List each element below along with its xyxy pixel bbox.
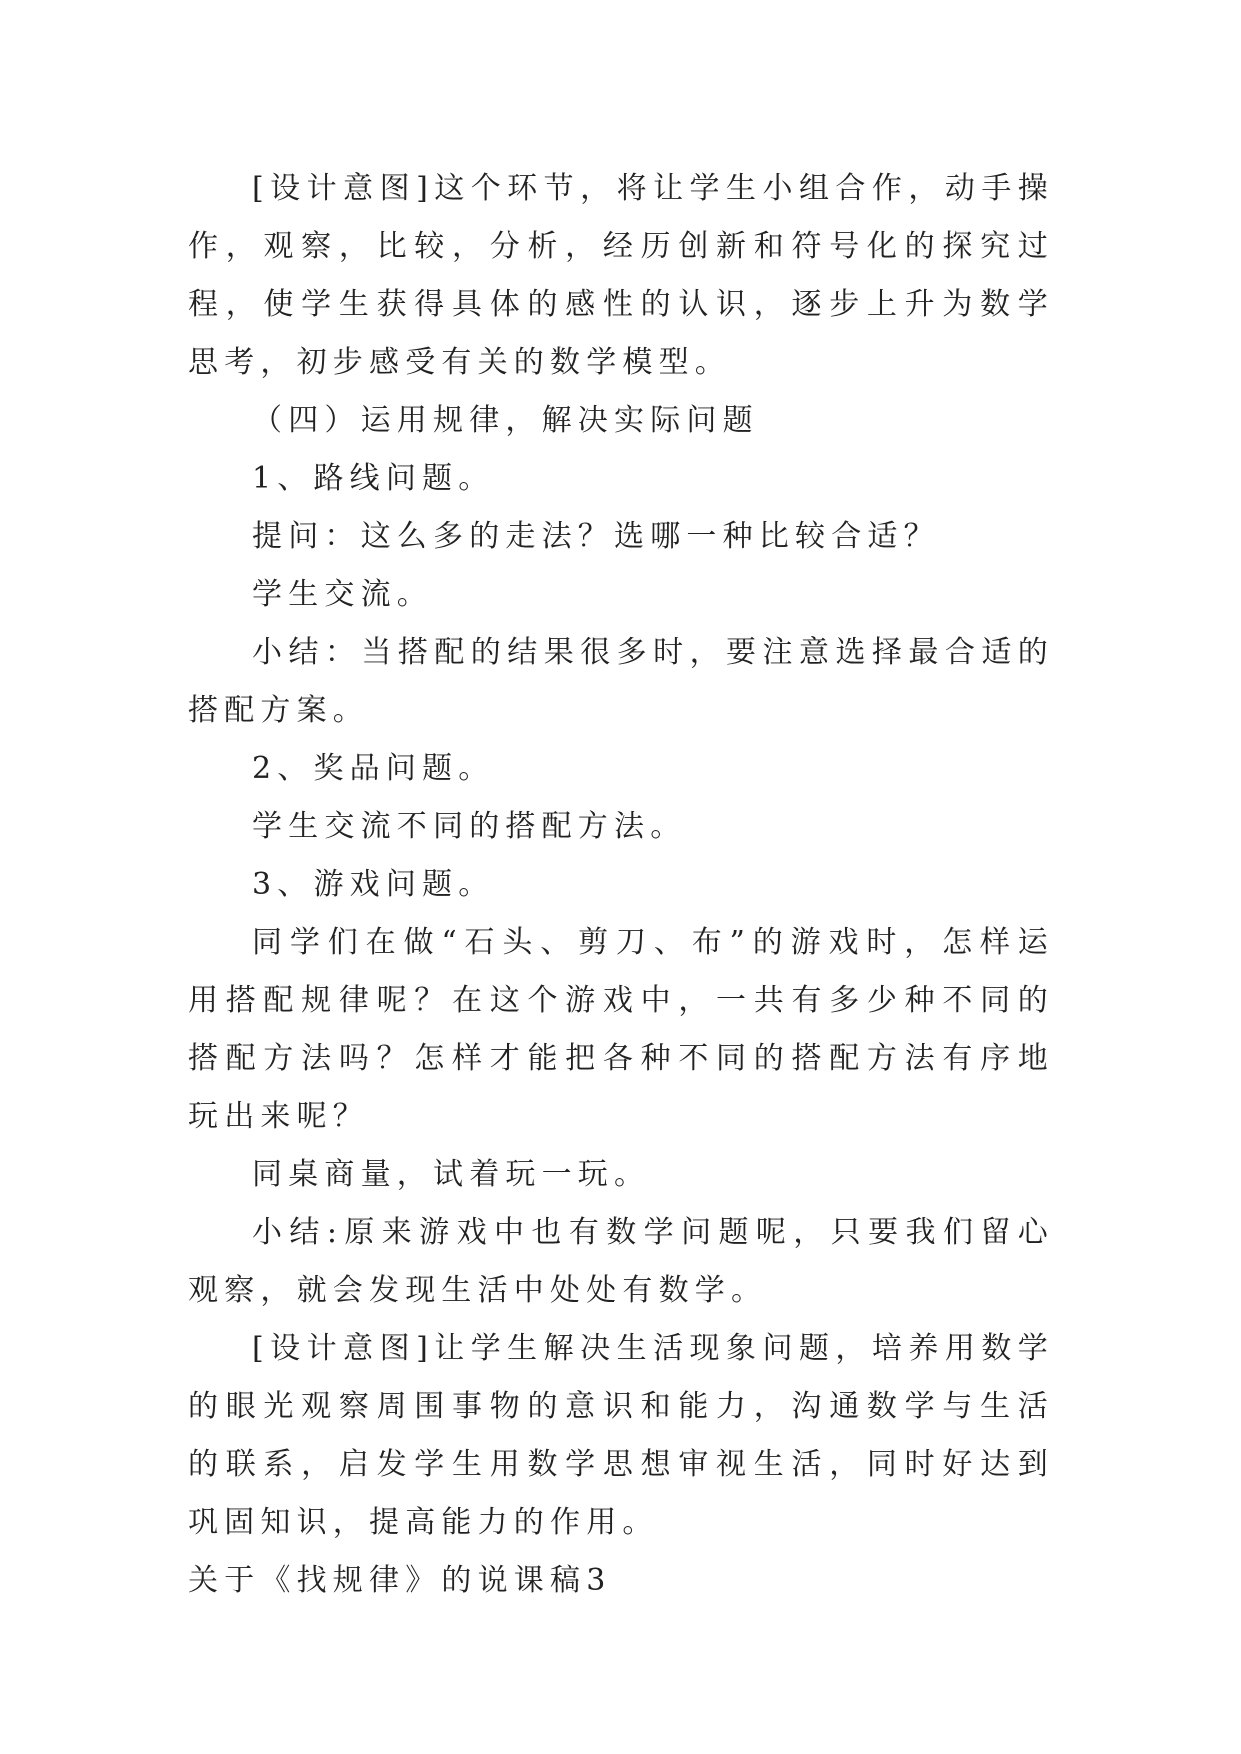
paragraph-student-exchange: 学生交流。 [252, 577, 433, 612]
paragraph-question: 提问：这么多的走法？选哪一种比较合适？ [252, 519, 940, 554]
paragraph-desk-mates: 同桌商量，试着玩一玩。 [252, 1157, 651, 1192]
paragraph-design-intent-2: [设计意图]让学生解决生活现象问题，培养用数学的眼光观察周围事物的意识和能力，沟通数学与生活的联系，启发学生用数学思想审视生活，同时好达到巩固知识，提高能力的作用。 [188, 1331, 1054, 1540]
paragraph-game-problem: 3、游戏问题。 [252, 867, 495, 902]
paragraph-route-problem: 1、路线问题。 [252, 461, 495, 496]
paragraph-prize-problem: 2、奖品问题。 [252, 751, 495, 786]
paragraph-next-title: 关于《找规律》的说课稿3 [188, 1563, 612, 1598]
paragraph-summary-1: 小结：当搭配的结果很多时，要注意选择最合适的搭配方案。 [188, 635, 1054, 728]
paragraph-section-heading-4: （四）运用规律，解决实际问题 [252, 403, 759, 438]
document-body [188, 160, 1054, 1610]
paragraph-summary-2: 小结:原来游戏中也有数学问题呢，只要我们留心观察，就会发现生活中处处有数学。 [188, 1215, 1054, 1308]
paragraph-student-exchange-methods: 学生交流不同的搭配方法。 [252, 809, 687, 844]
paragraph-game-question: 同学们在做“石头、剪刀、布”的游戏时，怎样运用搭配规律呢？在这个游戏中，一共有多少种不同的搭配方法吗？怎样才能把各种不同的搭配方法有序地玩出来呢？ [188, 925, 1054, 1134]
paragraph-design-intent-1: [设计意图]这个环节，将让学生小组合作，动手操作，观察，比较，分析，经历创新和符号化的探究过程，使学生获得具体的感性的认识，逐步上升为数学思考，初步感受有关的数学模型。 [188, 171, 1054, 380]
